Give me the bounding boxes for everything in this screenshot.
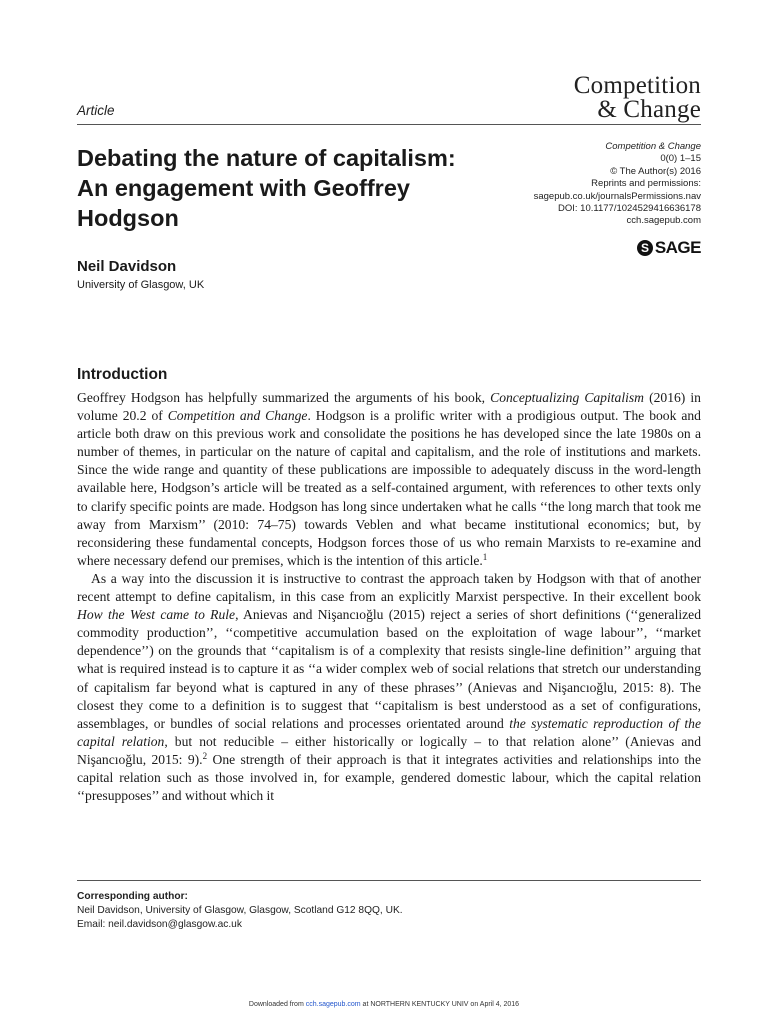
journal-logo-line2: & Change xyxy=(597,96,701,123)
text-run: (2016) in volume 20.2 of xyxy=(77,390,701,424)
corresponding-author-heading: Corresponding author: xyxy=(77,891,188,902)
text-run: . Hodgson is a prolific writer with a prodigious output. The book and article both draw on this previous work and consolidate the positions he has developed since the late 1980s on a number of themes, in particular on the nature of capital and capitalism, and the role of institutions and markets. Since the wide range and quantity of these publications are impossible to adequately discuss in the word-length available here, Hodgson’s article will be treated as a self-contained argument, with references to other texts only to clarify specific points are made. Hodgson has long since undertaken what he calls ‘‘the long march that took me away from Marxism’’ (2010: 74–75) towards Veblen and what became institutional economics; but, by reconsidering these fundamental concepts, Hodgson forces those of us who remain Marxists to re-examine and where necessary defend our premises, which is the intention of this article. xyxy=(77,408,701,568)
text-run: As a way into the discussion it is instructive to contrast the approach taken by Hodgson with that of another recent attempt to define capitalism, in this case from an explicitly Marxist perspective. In their excellent book xyxy=(77,570,701,605)
meta-journal: Competition & Change xyxy=(605,141,701,152)
footnote-marker[interactable]: 1 xyxy=(482,551,488,562)
section-heading: Introduction xyxy=(77,366,168,383)
author-affiliation: University of Glasgow, UK xyxy=(77,279,205,291)
article-type-label: Article xyxy=(77,103,115,118)
author-name: Neil Davidson xyxy=(77,258,177,275)
article-body xyxy=(77,389,701,805)
footnote-divider xyxy=(77,880,701,881)
text-run: , but not reducible – either historically or logically – to that relation alone’’ (Anievas and Nişancıoğlu, 2015: 9). xyxy=(77,733,701,767)
journal-title: Competition and Change xyxy=(167,408,308,424)
text-run: Geoffrey Hodgson has helpfully summarized the arguments of his book, xyxy=(77,390,491,405)
sage-s-icon: S xyxy=(637,240,653,256)
book-title: Conceptualizing Capitalism xyxy=(490,390,644,405)
meta-reprints: Reprints and permissions: xyxy=(591,178,701,190)
meta-permissions-link[interactable]: sagepub.co.uk/journalsPermissions.nav xyxy=(533,190,701,202)
article-metadata xyxy=(441,141,701,228)
header-divider xyxy=(77,124,701,125)
publisher-logo xyxy=(637,238,701,258)
article-title: Debating the nature of capitalism: An engagement with Geoffrey Hodgson xyxy=(77,145,456,231)
body-paragraph xyxy=(77,389,701,570)
footnote-marker[interactable]: 2 xyxy=(202,750,208,761)
download-site-link[interactable]: cch.sagepub.com xyxy=(305,1001,361,1008)
download-notice xyxy=(0,1001,768,1008)
corresponding-author-address: Neil Davidson, University of Glasgow, Glasgow, Scotland G12 8QQ, UK. xyxy=(77,905,403,916)
meta-site-link[interactable]: cch.sagepub.com xyxy=(626,215,701,227)
meta-issue: 0(0) 1–15 xyxy=(660,153,701,165)
corresponding-author-email[interactable]: Email: neil.davidson@glasgow.ac.uk xyxy=(77,919,242,930)
corresponding-author-block xyxy=(77,890,403,932)
journal-logo xyxy=(574,74,701,122)
text-run: , Anievas and Nişancıoğlu (2015) reject a series of short definitions (‘‘generalized commodity production’’, ‘‘competitive accumulation based on the exploitation of wage labour’’, ‘‘market dependence’’) on the grounds that ‘‘capitalism is of a complexity that resists single-line definition’’ arguing that what is required instead is to capture it as ‘‘a wider complex web of social relations that stretch our understanding of capitalism far beyond what is captured in any of these phrases’’ (Anievas and Nişancıoğlu, 2015: 8). The closest they come to a definition is to suggest that ‘‘capitalism is best understood as a set of configurations, assemblages, or bundles of social relations and processes orientated around xyxy=(77,607,701,731)
download-prefix: Downloaded from xyxy=(248,1001,306,1008)
meta-copyright: © The Author(s) 2016 xyxy=(610,165,701,177)
emphasis-text: the systematic reproduction of the capital relation xyxy=(77,715,701,749)
book-title: How the West came to Rule xyxy=(77,607,236,623)
journal-logo-line1: Competition xyxy=(573,72,701,99)
meta-doi[interactable]: DOI: 10.1177/1024529416636178 xyxy=(558,203,701,215)
text-run: One strength of their approach is that it integrates activities and relationships into the capital relation such as those involved in, for example, gendered domestic labour, which the capital relation ‘‘presupposes’’ and without which it xyxy=(77,751,702,804)
publisher-name: SAGE xyxy=(654,238,701,257)
download-suffix: at NORTHERN KENTUCKY UNIV on April 4, 2016 xyxy=(360,1001,520,1008)
body-paragraph xyxy=(77,570,701,805)
